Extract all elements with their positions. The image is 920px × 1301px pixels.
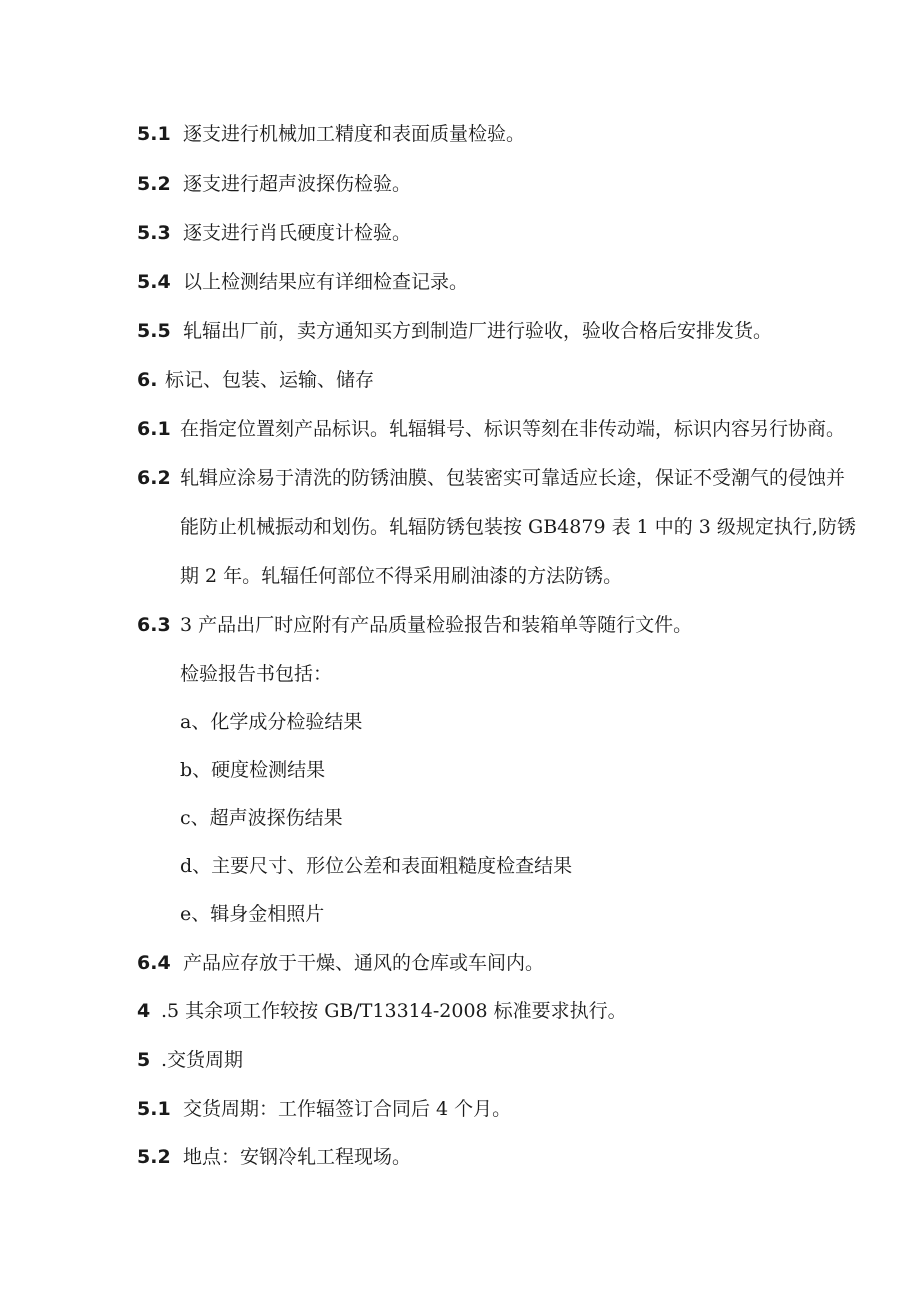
list-item: d、主要尺寸、形位公差和表面粗糙度检查结果 [180,855,573,877]
clause-number: 6.3 [137,614,171,636]
clause-text: 期 2 年。轧辐任何部位不得采用刷油漆的方法防锈。 [180,565,623,587]
section-title: .交货周期 [161,1049,244,1071]
clause-6-2 [137,466,845,490]
clause-number: 5.1 [137,1098,171,1120]
clause-6-1 [137,417,845,441]
section-number: 5 [137,1049,151,1071]
report-item-c [180,806,343,830]
clause-text: 轧辑应涂易于清洗的防锈油膜、包装密实可靠适应长途，保证不受潮气的侵蚀并 [180,467,846,489]
clause-number: 5.5 [137,320,171,342]
section-5-heading [137,1048,243,1072]
clause-6-4 [137,951,544,975]
report-item-e [180,902,324,926]
report-item-a [180,710,362,734]
list-item: b、硬度检测结果 [180,759,326,781]
clause-text: .5 其余项工作较按 GB/T13314-2008 标准要求执行。 [161,1000,627,1022]
clause-number: 6.4 [137,952,171,974]
clause-text: 逐支进行肖氏硬度计检验。 [183,222,412,244]
report-item-d [180,854,572,878]
clause-text: 3 产品出厂时应附有产品质量检验报告和装箱单等随行文件。 [180,614,693,636]
delivery-clause-5-1 [137,1097,511,1121]
section-title: 标记、包装、运输、储存 [165,369,375,391]
list-item: c、超声波探伤结果 [180,807,343,829]
clause-5-2 [137,172,411,196]
clause-text: 能防止机械振动和划伤。轧辐防锈包装按 GB4879 表 1 中的 3 级规定执行,防锈 [180,516,856,538]
clause-number: 5.1 [137,123,171,145]
clause-text: 轧辐出厂前，卖方通知买方到制造厂进行验收，验收合格后安排发货。 [183,320,773,342]
report-item-b [180,758,325,782]
clause-6-2-continuation [180,564,622,588]
clause-number: 6.2 [137,467,171,489]
clause-text: 产品应存放于干燥、通风的仓库或车间内。 [183,952,545,974]
delivery-clause-5-2 [137,1145,411,1169]
list-item: e、辑身金相照片 [180,903,325,925]
clause-5-5 [137,319,772,343]
clause-5-1 [137,122,525,146]
clause-text: 交货周期：工作辐签订合同后 4 个月。 [183,1098,512,1120]
clause-text: 逐支进行超声波探伤检验。 [183,173,412,195]
clause-number: 5.4 [137,271,171,293]
clause-6-3 [137,613,692,637]
clause-text: 在指定位置刻产品标识。轧辐辑号、标识等刻在非传动端，标识内容另行协商。 [180,418,846,440]
clause-4-5 [137,999,627,1023]
clause-text: 检验报告书包括： [180,663,333,685]
clause-number: 4 [137,1000,151,1022]
list-item: a、化学成分检验结果 [180,711,363,733]
clause-5-3 [137,221,411,245]
report-contents-intro [180,662,332,686]
clause-number: 5.2 [137,1146,171,1168]
section-6-heading [137,368,374,392]
clause-text: 地点：安钢冷轧工程现场。 [183,1146,412,1168]
clause-6-2-continuation [180,515,856,539]
clause-number: 6.1 [137,418,171,440]
clause-text: 逐支进行机械加工精度和表面质量检验。 [183,123,526,145]
clause-text: 以上检测结果应有详细检查记录。 [183,271,469,293]
clause-number: 5.3 [137,222,171,244]
clause-5-4 [137,270,468,294]
clause-number: 5.2 [137,173,171,195]
section-number: 6. [137,369,158,391]
